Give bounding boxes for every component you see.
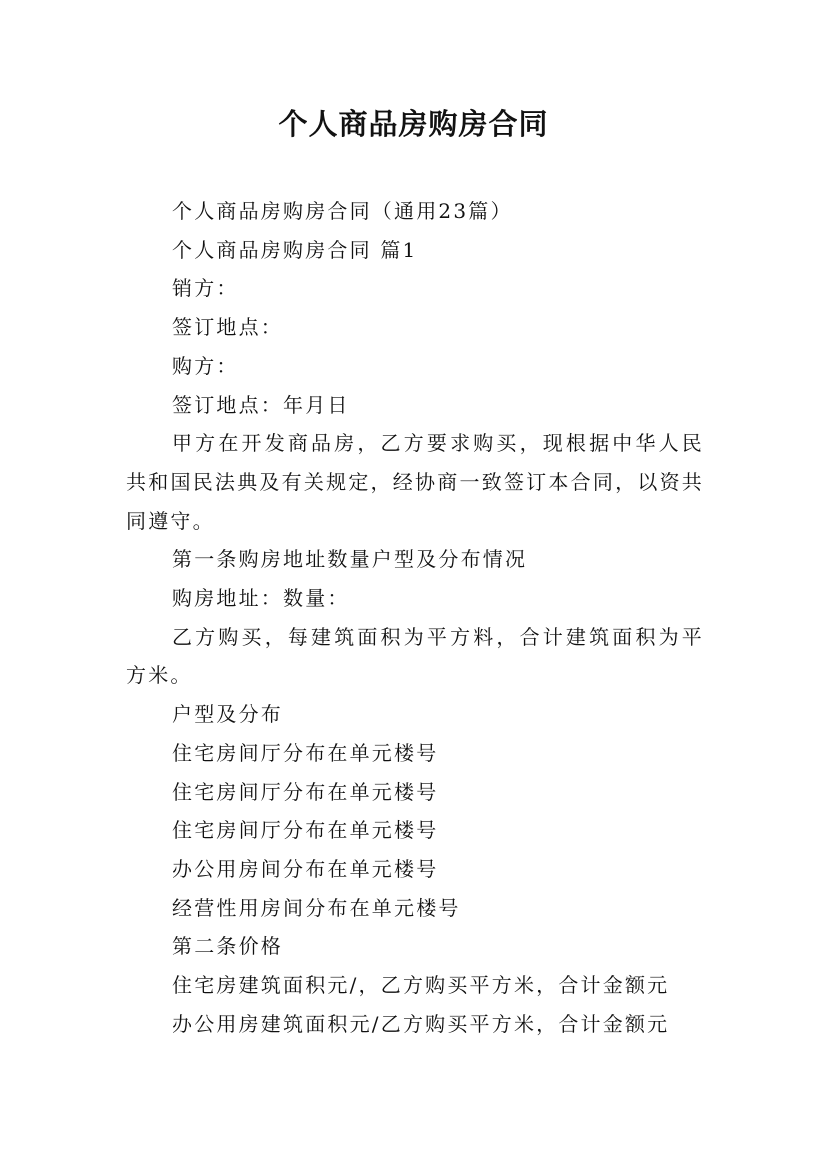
- paragraph-buyer: 购方：: [172, 353, 239, 378]
- paragraph-sign-place: 签订地点：: [172, 315, 283, 340]
- paragraph-commercial: 经营性用房间分布在单元楼号: [172, 895, 461, 920]
- paragraph-seller: 销方：: [172, 276, 239, 301]
- paragraph-article-1: 第一条购房地址数量户型及分布情况: [172, 547, 528, 572]
- paragraph-residential-1: 住宅房间厅分布在单元楼号: [172, 740, 439, 765]
- paragraph-area: 乙方购买，每建筑面积为平方料，合计建筑面积为平方米。: [126, 624, 704, 688]
- paragraph-address-quantity: 购房地址：数量：: [172, 586, 350, 611]
- paragraph-preamble: 甲方在开发商品房，乙方要求购买，现根据中华人民共和国民法典及有关规定，经协商一致签订本合同，以资共同遵守。: [126, 431, 704, 533]
- paragraph-article-2: 第二条价格: [172, 934, 283, 959]
- document-title: 个人商品房购房合同: [278, 107, 549, 141]
- paragraph-layout: 户型及分布: [172, 702, 283, 727]
- document-body: [126, 192, 704, 1043]
- paragraph-residential-3: 住宅房间厅分布在单元楼号: [172, 818, 439, 843]
- paragraph-price-office: 办公用房建筑面积元/乙方购买平方米，合计金额元: [172, 1011, 670, 1036]
- paragraph-office: 办公用房间分布在单元楼号: [172, 856, 439, 881]
- paragraph-sign-place-date: 签订地点：年月日: [172, 392, 350, 417]
- paragraph-residential-2: 住宅房间厅分布在单元楼号: [172, 779, 439, 804]
- paragraph-heading: 个人商品房购房合同（通用23篇）: [172, 199, 513, 223]
- paragraph-section-title: 个人商品房购房合同 篇1: [172, 237, 418, 262]
- paragraph-price-residential: 住宅房建筑面积元/，乙方购买平方米，合计金额元: [172, 973, 670, 998]
